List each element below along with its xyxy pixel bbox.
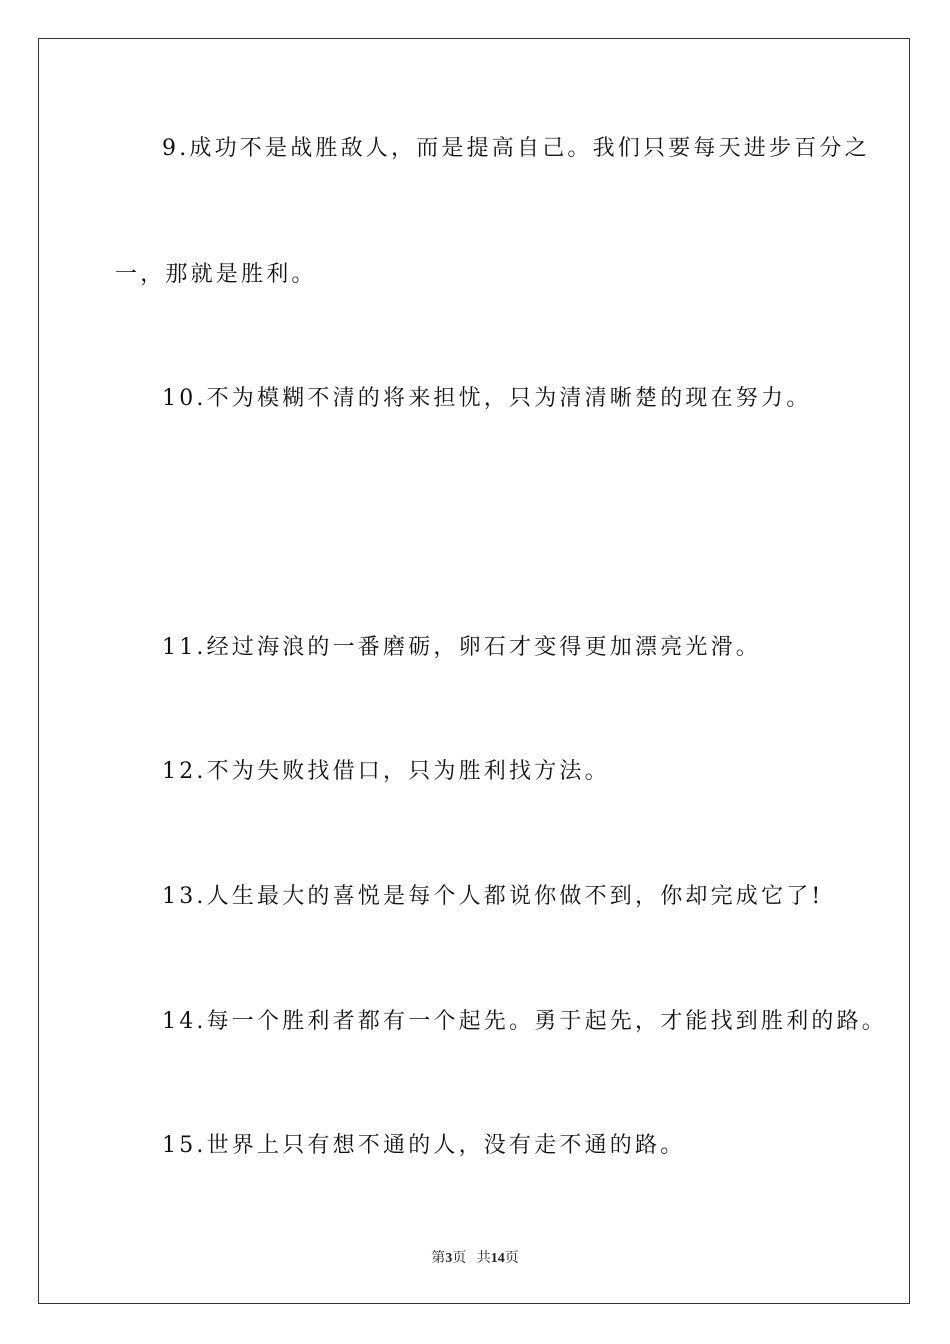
current-page-number: 3	[445, 1251, 453, 1266]
footer-page-suffix: 页	[452, 1251, 467, 1266]
footer-total-prefix: 共	[476, 1251, 491, 1266]
paragraph-12: 12.不为失败找借口，只为胜利找方法。	[162, 759, 610, 784]
paragraph-10: 10.不为模糊不清的将来担忧，只为清清晰楚的现在努力。	[162, 386, 812, 411]
footer-total-suffix: 页	[504, 1251, 519, 1266]
page-footer	[0, 1247, 950, 1267]
paragraph-14: 14.每一个胜利者都有一个起先。勇于起先，才能找到胜利的路。	[162, 1009, 887, 1034]
footer-prefix: 第	[431, 1251, 446, 1266]
page-border	[38, 38, 910, 1304]
total-pages-number: 14	[490, 1251, 505, 1266]
paragraph-11: 11.经过海浪的一番磨砺，卵石才变得更加漂亮光滑。	[162, 635, 761, 660]
paragraph-9-line-2: 一，那就是胜利。	[115, 262, 317, 287]
paragraph-15: 15.世界上只有想不通的人，没有走不通的路。	[162, 1133, 686, 1158]
paragraph-13: 13.人生最大的喜悦是每个人都说你做不到，你却完成它了!	[162, 884, 824, 909]
paragraph-9-line-1: 9.成功不是战胜敌人，而是提高自己。我们只要每天进步百分之	[162, 136, 870, 161]
